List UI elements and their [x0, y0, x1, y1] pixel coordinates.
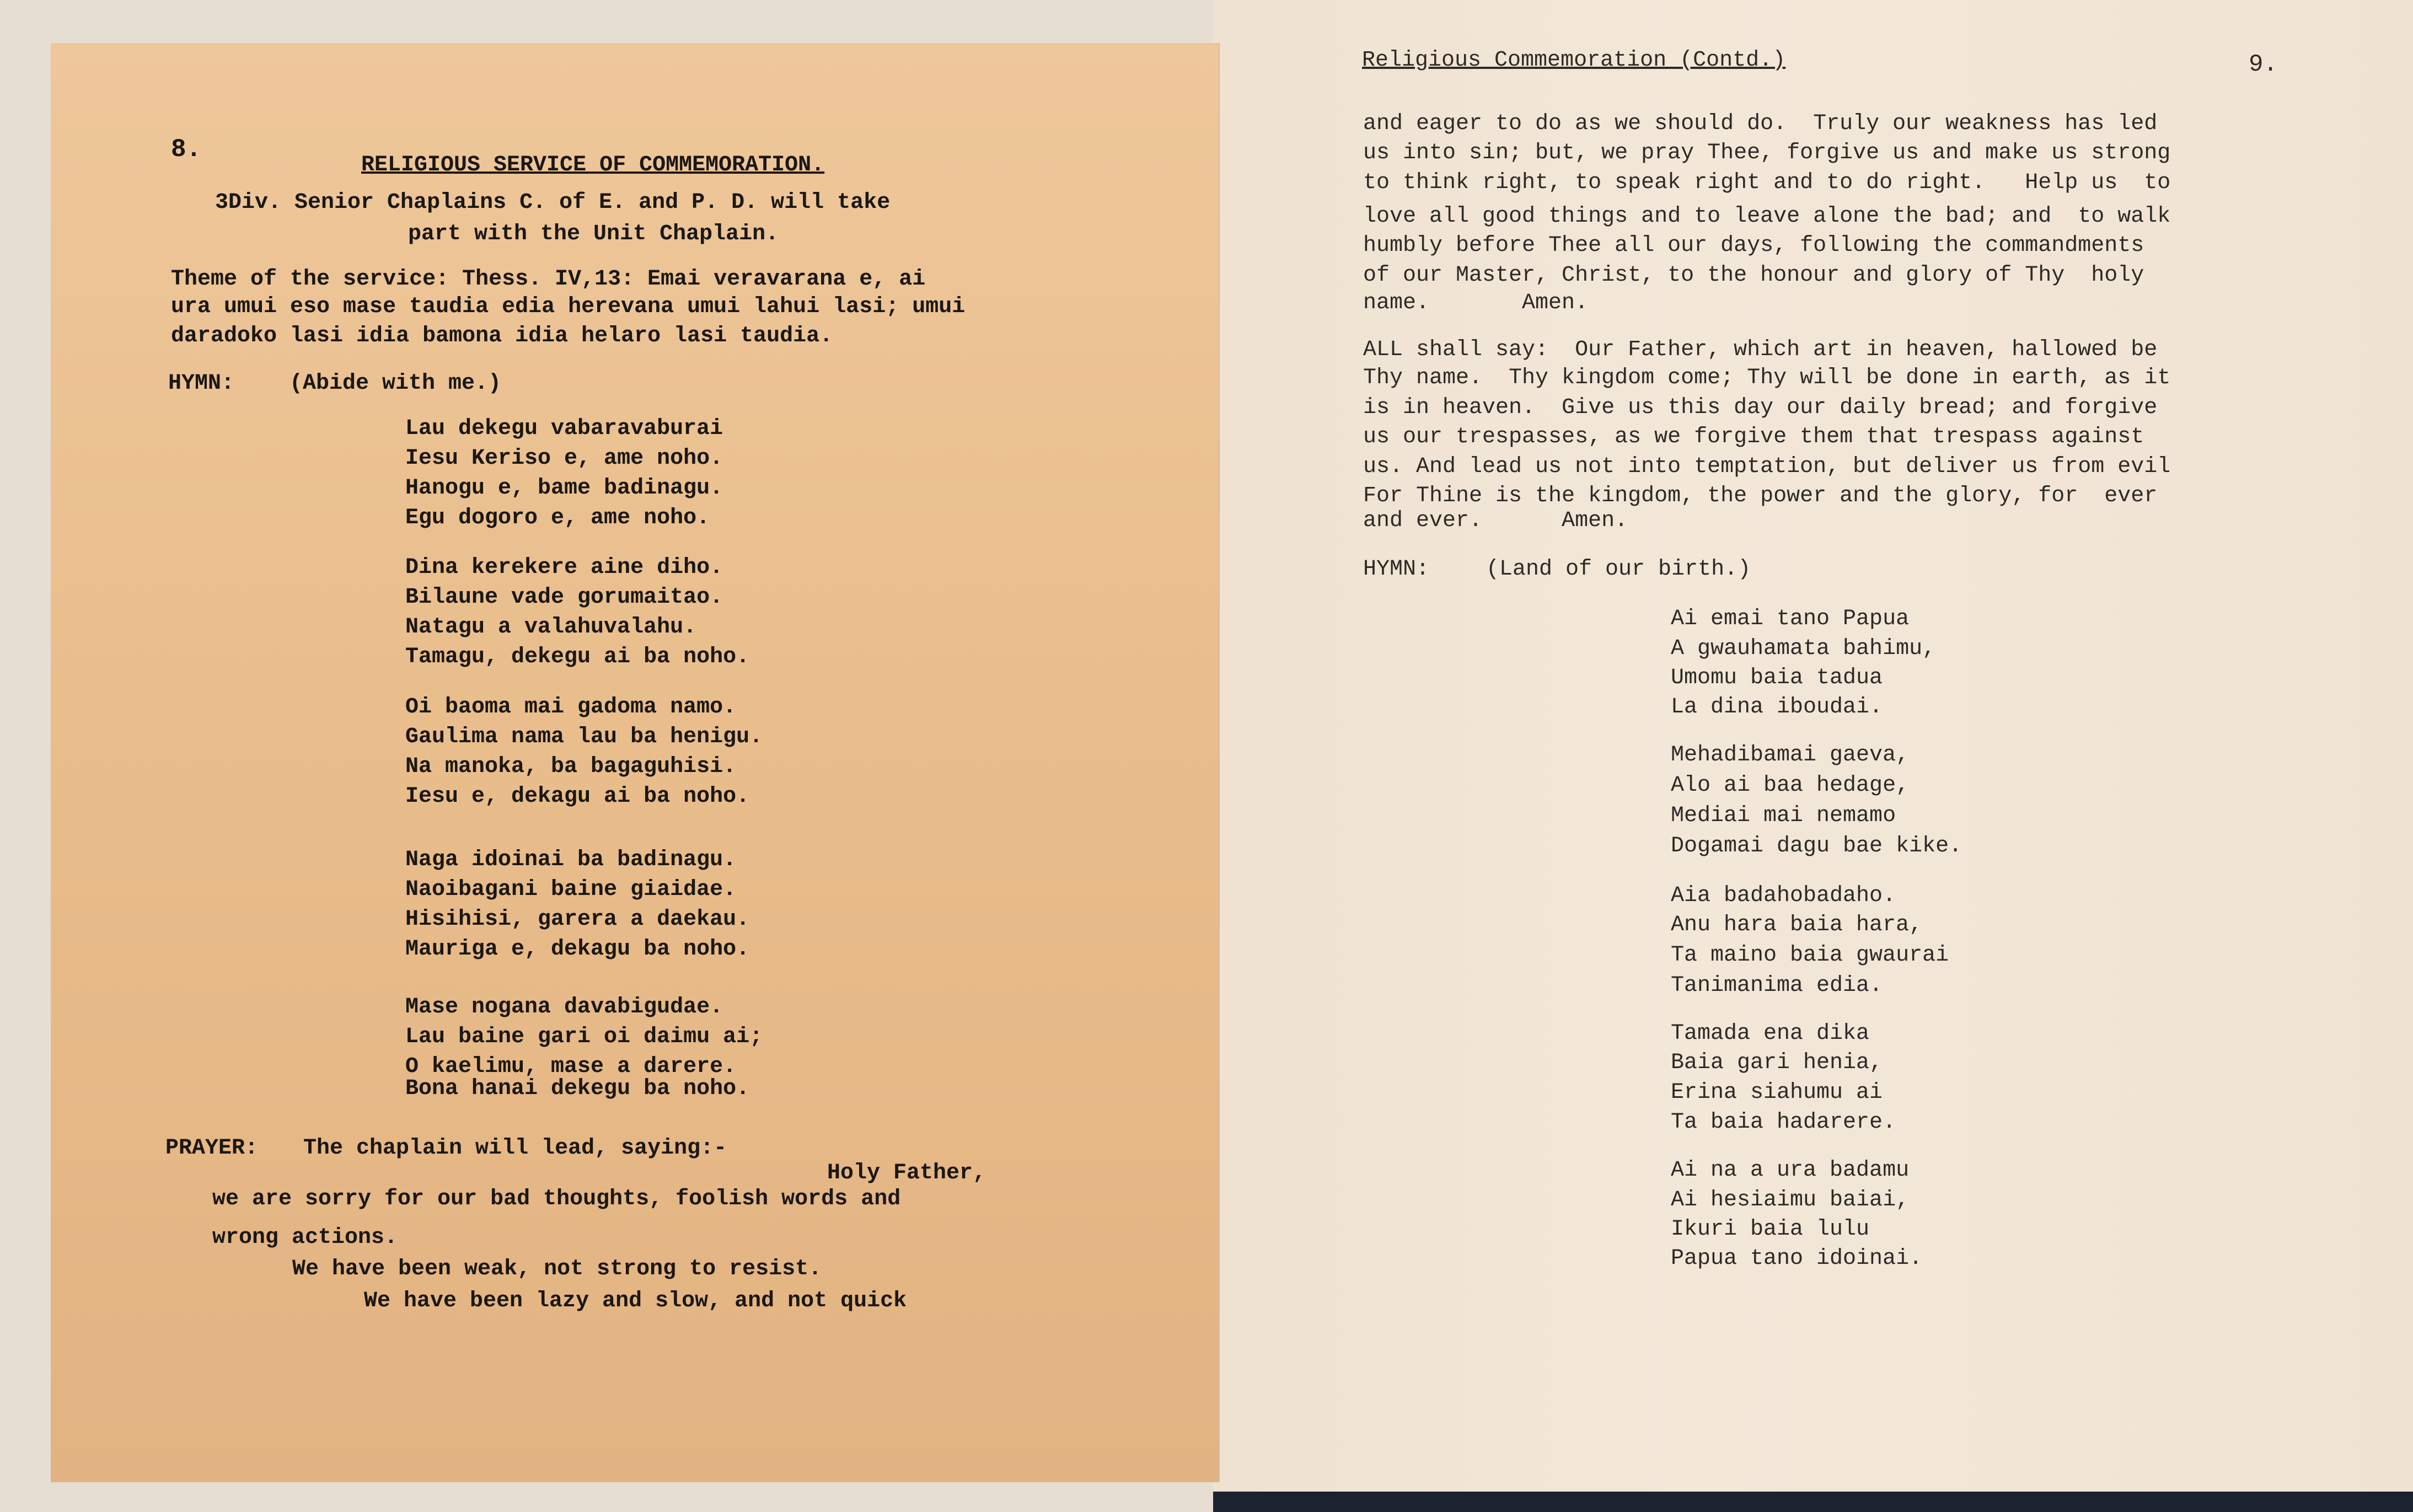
theme-line-3: daradoko lasi idia bamona idia helaro lasi taudia.: [171, 324, 833, 348]
right-hymn-line: Ta baia hadarere.: [1671, 1110, 1896, 1135]
prayer-address: Holy Father,: [827, 1161, 986, 1186]
right-hymn-line: Erina siahumu ai: [1671, 1080, 1883, 1105]
paragraph-line: love all good things and to leave alone the bad; and to walk: [1363, 204, 2171, 229]
paragraph-line: to think right, to speak right and to do right. Help us to: [1363, 170, 2171, 195]
left-page-number: 8.: [171, 135, 202, 164]
left-hymn-line: Lau baine gari oi daimu ai;: [405, 1025, 763, 1049]
right-hymn-title: (Land of our birth.): [1486, 557, 1751, 582]
right-hymn-line: Ta maino baia gwaurai: [1671, 943, 1949, 968]
right-hymn-line: Tanimanima edia.: [1671, 973, 1883, 998]
paragraph-line: ALL shall say: Our Father, which art in heaven, hallowed be: [1363, 337, 2158, 362]
paragraph-line: For Thine is the kingdom, the power and the glory, for ever: [1363, 484, 2158, 508]
paragraph-line: name. Amen.: [1363, 291, 1589, 315]
intro-line-2: part with the Unit Chaplain.: [408, 222, 779, 246]
right-hymn-line: Ai hesiaimu baiai,: [1671, 1188, 1910, 1213]
paragraph-line: us into sin; but, we pray Thee, forgive us and make us strong: [1363, 141, 2171, 165]
paragraph-line: humbly before Thee all our days, following the commandments: [1363, 233, 2144, 258]
theme-line-1: Theme of the service: Thess. IV,13: Emai veravarana e, ai: [171, 267, 926, 292]
prayer-heading: PRAYER:: [165, 1136, 259, 1161]
right-hymn-line: Ai na a ura badamu: [1671, 1158, 1910, 1183]
prayer-intro: The chaplain will lead, saying:-: [303, 1136, 727, 1161]
right-hymn-line: Baia gari henia,: [1671, 1050, 1883, 1075]
theme-line-2: ura umui eso mase taudia edia herevana umui lahui lasi; umui: [171, 294, 966, 319]
left-hymn-line: Hisihisi, garera a daekau.: [405, 907, 750, 932]
right-page-header: Religious Commemoration (Contd.): [1362, 48, 1786, 73]
paragraph-line: Thy name. Thy kingdom come; Thy will be done in earth, as it: [1363, 366, 2171, 390]
prayer-line: we are sorry for our bad thoughts, foolish words and: [212, 1187, 901, 1211]
right-hymn-line: Umomu baia tadua: [1671, 666, 1883, 690]
right-hymn-line: Tamada ena dika: [1671, 1021, 1870, 1046]
prayer-line: We have been weak, not strong to resist.: [292, 1257, 822, 1282]
right-hymn-line: La dina iboudai.: [1671, 695, 1883, 720]
left-hymn-line: O kaelimu, mase a darere.: [405, 1054, 737, 1079]
paragraph-line: us. And lead us not into temptation, but deliver us from evil: [1363, 454, 2171, 479]
left-hymn-line: Naga idoinai ba badinagu.: [405, 848, 737, 872]
left-hymn-line: Lau dekegu vabaravaburai: [405, 416, 723, 441]
left-hymn-line: Oi baoma mai gadoma namo.: [405, 695, 737, 720]
left-hymn-line: Mauriga e, dekagu ba noho.: [405, 937, 750, 962]
left-hymn-line: Dina kerekere aine diho.: [405, 555, 723, 580]
left-hymn-line: Bona hanai dekegu ba noho.: [405, 1076, 750, 1101]
left-hymn-line: Natagu a valahuvalahu.: [405, 615, 697, 640]
right-hymn-line: Aia badahobadaho.: [1671, 883, 1896, 908]
right-hymn-line: Mehadibamai gaeva,: [1671, 743, 1910, 768]
paragraph-line: is in heaven. Give us this day our daily bread; and forgive: [1363, 395, 2158, 420]
left-hymn-line: Naoibagani baine giaidae.: [405, 877, 737, 902]
right-hymn-line: Dogamai dagu bae kike.: [1671, 834, 1962, 859]
right-hymn-line: Ai emai tano Papua: [1671, 607, 1910, 631]
paragraph-line: us our trespasses, as we forgive them that trespass against: [1363, 425, 2144, 449]
left-hymn-line: Mase nogana davabigudae.: [405, 995, 723, 1020]
left-page-title: RELIGIOUS SERVICE OF COMMEMORATION.: [361, 153, 825, 178]
left-hymn-title: (Abide with me.): [289, 371, 502, 396]
left-hymn-line: Tamagu, dekegu ai ba noho.: [405, 645, 750, 669]
left-hymn-line: Iesu e, dekagu ai ba noho.: [405, 784, 750, 809]
left-hymn-line: Gaulima nama lau ba henigu.: [405, 725, 763, 749]
right-hymn-heading: HYMN:: [1363, 557, 1430, 582]
paragraph-line: of our Master, Christ, to the honour and glory of Thy holy: [1363, 263, 2144, 288]
right-hymn-line: Anu hara baia hara,: [1671, 913, 1923, 937]
left-hymn-line: Hanogu e, bame badinagu.: [405, 476, 723, 501]
intro-line-1: 3Div. Senior Chaplains C. of E. and P. D. will take: [215, 190, 891, 215]
prayer-line: wrong actions.: [212, 1225, 398, 1250]
paragraph-line: and eager to do as we should do. Truly our weakness has led: [1363, 111, 2158, 136]
right-hymn-line: Ikuri baia lulu: [1671, 1217, 1870, 1242]
prayer-line: We have been lazy and slow, and not quick: [364, 1289, 907, 1313]
left-hymn-line: Egu dogoro e, ame noho.: [405, 506, 710, 530]
right-page-number: 9.: [2249, 51, 2278, 78]
left-hymn-heading: HYMN:: [168, 371, 235, 396]
right-hymn-line: A gwauhamata bahimu,: [1671, 636, 1936, 661]
right-hymn-line: Mediai mai nemamo: [1671, 803, 1896, 828]
left-hymn-line: Bilaune vade gorumaitao.: [405, 585, 723, 610]
left-hymn-line: Iesu Keriso e, ame noho.: [405, 446, 723, 471]
paragraph-line: and ever. Amen.: [1363, 508, 1628, 533]
right-hymn-line: Papua tano idoinai.: [1671, 1246, 1923, 1271]
scan-bottom-edge: [1213, 1492, 2413, 1512]
left-hymn-line: Na manoka, ba bagaguhisi.: [405, 754, 737, 779]
right-hymn-line: Alo ai baa hedage,: [1671, 773, 1910, 798]
